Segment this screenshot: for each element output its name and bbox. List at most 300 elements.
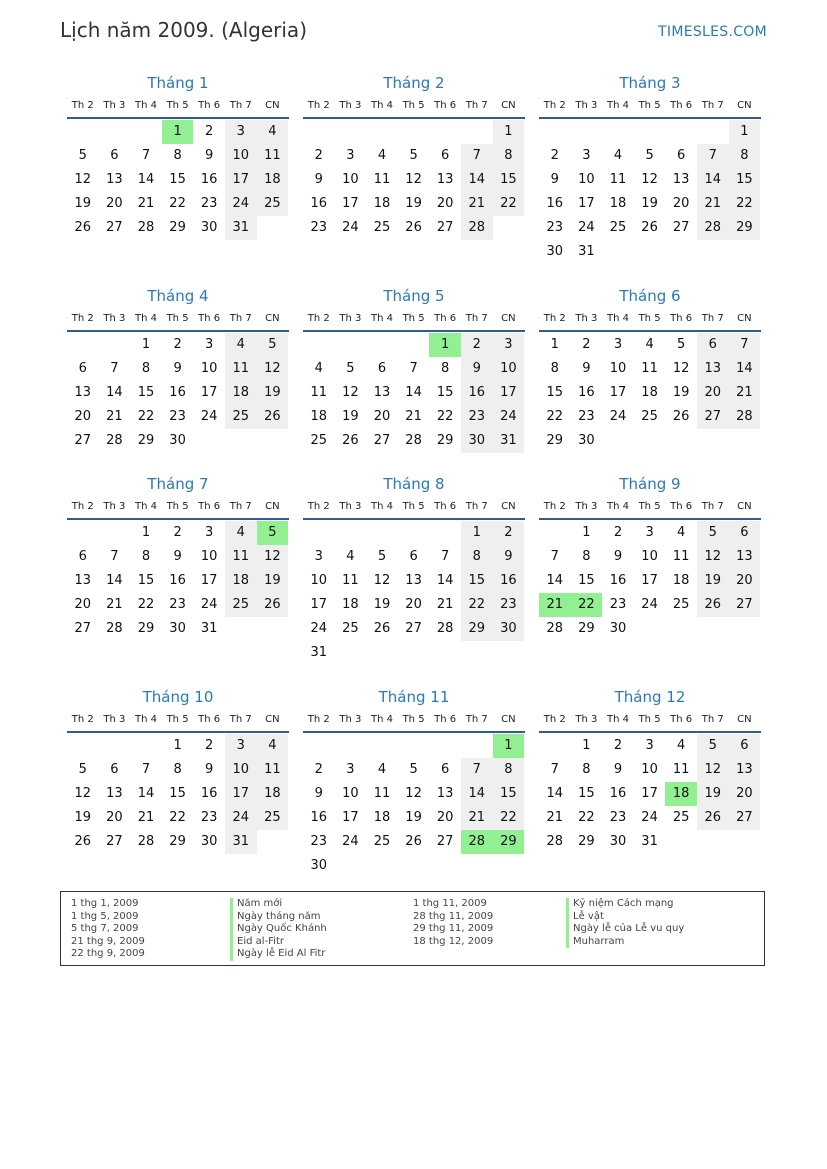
day-cell[interactable]: 30 — [493, 617, 525, 641]
day-cell[interactable]: 19 — [405, 810, 422, 825]
day-cell[interactable]: 22 — [461, 593, 493, 617]
day-cell[interactable]: 6 — [441, 148, 450, 163]
day-cell[interactable]: 8 — [173, 148, 182, 163]
day-cell[interactable]: 20 — [74, 409, 92, 424]
day-cell[interactable]: 4 — [257, 120, 289, 144]
day-cell[interactable]: 23 — [461, 405, 493, 429]
day-cell[interactable]: 1 — [141, 337, 151, 352]
day-cell[interactable]: 1 — [461, 521, 493, 545]
day-cell[interactable]: 27 — [672, 220, 690, 235]
day-cell[interactable]: 22 — [546, 409, 564, 424]
day-cell[interactable]: 15 — [729, 168, 761, 192]
day-cell[interactable]: 11 — [310, 385, 328, 400]
day-cell[interactable]: 27 — [729, 593, 761, 617]
day-cell[interactable]: 12 — [697, 758, 729, 782]
day-cell[interactable]: 11 — [225, 357, 257, 381]
day-cell[interactable]: 15 — [578, 786, 595, 801]
day-cell[interactable]: 15 — [546, 385, 564, 400]
day-cell[interactable]: 23 — [310, 834, 328, 849]
day-cell[interactable]: 30 — [609, 834, 627, 849]
day-cell[interactable]: 18 — [225, 381, 257, 405]
day-cell[interactable]: 27 — [373, 433, 391, 448]
day-cell[interactable]: 23 — [609, 597, 627, 612]
day-cell[interactable]: 30 — [169, 621, 186, 636]
day-cell[interactable]: 24 — [225, 192, 257, 216]
holiday-day-cell[interactable]: 28 — [461, 830, 493, 854]
day-cell[interactable]: 17 — [641, 786, 658, 801]
day-cell[interactable]: 7 — [729, 333, 761, 357]
day-cell[interactable]: 2 — [613, 525, 623, 540]
day-cell[interactable]: 5 — [409, 762, 418, 777]
day-cell[interactable]: 22 — [169, 810, 186, 825]
day-cell[interactable]: 13 — [74, 573, 92, 588]
day-cell[interactable]: 31 — [225, 830, 257, 854]
day-cell[interactable]: 26 — [74, 220, 92, 235]
day-cell[interactable]: 27 — [405, 621, 422, 636]
day-cell[interactable]: 6 — [78, 361, 87, 376]
day-cell[interactable]: 28 — [546, 621, 564, 636]
day-cell[interactable]: 12 — [405, 786, 422, 801]
day-cell[interactable]: 16 — [461, 381, 493, 405]
day-cell[interactable]: 11 — [342, 573, 359, 588]
day-cell[interactable]: 18 — [609, 196, 627, 211]
day-cell[interactable]: 3 — [582, 148, 591, 163]
day-cell[interactable]: 3 — [346, 148, 355, 163]
day-cell[interactable]: 8 — [729, 144, 761, 168]
day-cell[interactable]: 17 — [493, 381, 525, 405]
day-cell[interactable]: 16 — [169, 573, 186, 588]
day-cell[interactable]: 24 — [310, 621, 328, 636]
day-cell[interactable]: 26 — [697, 806, 729, 830]
day-cell[interactable]: 10 — [342, 786, 359, 801]
day-cell[interactable]: 12 — [641, 172, 658, 187]
day-cell[interactable]: 27 — [436, 220, 454, 235]
brand-link[interactable]: TIMESLES.COM — [658, 24, 767, 40]
day-cell[interactable]: 2 — [613, 738, 623, 753]
day-cell[interactable]: 25 — [342, 621, 359, 636]
day-cell[interactable]: 31 — [200, 621, 218, 636]
day-cell[interactable]: 28 — [106, 433, 123, 448]
day-cell[interactable]: 7 — [441, 549, 450, 564]
day-cell[interactable]: 13 — [106, 786, 123, 801]
day-cell[interactable]: 3 — [205, 337, 214, 352]
day-cell[interactable]: 2 — [173, 525, 182, 540]
day-cell[interactable]: 14 — [729, 357, 761, 381]
day-cell[interactable]: 4 — [314, 361, 323, 376]
day-cell[interactable]: 12 — [74, 786, 92, 801]
day-cell[interactable]: 14 — [106, 385, 123, 400]
day-cell[interactable]: 13 — [672, 172, 690, 187]
day-cell[interactable]: 13 — [436, 786, 454, 801]
day-cell[interactable]: 14 — [137, 786, 155, 801]
day-cell[interactable]: 14 — [697, 168, 729, 192]
day-cell[interactable]: 4 — [225, 521, 257, 545]
day-cell[interactable]: 19 — [342, 409, 359, 424]
day-cell[interactable]: 14 — [461, 168, 493, 192]
day-cell[interactable]: 4 — [225, 333, 257, 357]
day-cell[interactable]: 27 — [106, 220, 123, 235]
day-cell[interactable]: 13 — [405, 573, 422, 588]
day-cell[interactable]: 26 — [672, 409, 690, 424]
day-cell[interactable]: 30 — [578, 433, 595, 448]
day-cell[interactable]: 11 — [373, 786, 391, 801]
day-cell[interactable]: 17 — [225, 782, 257, 806]
day-cell[interactable]: 2 — [582, 337, 591, 352]
day-cell[interactable]: 9 — [314, 172, 323, 187]
day-cell[interactable]: 30 — [609, 621, 627, 636]
day-cell[interactable]: 1 — [550, 337, 559, 352]
day-cell[interactable]: 19 — [257, 569, 289, 593]
day-cell[interactable]: 10 — [641, 762, 658, 777]
day-cell[interactable]: 1 — [173, 738, 182, 753]
day-cell[interactable]: 9 — [461, 357, 493, 381]
day-cell[interactable]: 5 — [346, 361, 355, 376]
day-cell[interactable]: 23 — [493, 593, 525, 617]
day-cell[interactable]: 11 — [257, 144, 289, 168]
day-cell[interactable]: 12 — [373, 573, 391, 588]
day-cell[interactable]: 24 — [609, 409, 627, 424]
day-cell[interactable]: 2 — [205, 124, 214, 139]
day-cell[interactable]: 7 — [141, 148, 151, 163]
day-cell[interactable]: 12 — [74, 172, 92, 187]
day-cell[interactable]: 9 — [582, 361, 591, 376]
day-cell[interactable]: 20 — [697, 381, 729, 405]
day-cell[interactable]: 1 — [729, 120, 761, 144]
day-cell[interactable]: 20 — [74, 597, 92, 612]
day-cell[interactable]: 16 — [310, 196, 328, 211]
day-cell[interactable]: 30 — [169, 433, 186, 448]
day-cell[interactable]: 7 — [110, 549, 119, 564]
day-cell[interactable]: 21 — [729, 381, 761, 405]
day-cell[interactable]: 3 — [225, 120, 257, 144]
day-cell[interactable]: 17 — [310, 597, 328, 612]
day-cell[interactable]: 10 — [200, 549, 218, 564]
day-cell[interactable]: 26 — [342, 433, 359, 448]
day-cell[interactable]: 8 — [173, 762, 182, 777]
day-cell[interactable]: 15 — [493, 168, 525, 192]
day-cell[interactable]: 29 — [461, 617, 493, 641]
day-cell[interactable]: 12 — [697, 545, 729, 569]
day-cell[interactable]: 27 — [74, 621, 92, 636]
day-cell[interactable]: 18 — [373, 810, 391, 825]
day-cell[interactable]: 28 — [137, 220, 155, 235]
day-cell[interactable]: 31 — [493, 429, 525, 453]
day-cell[interactable]: 6 — [677, 148, 686, 163]
day-cell[interactable]: 23 — [200, 196, 218, 211]
day-cell[interactable]: 23 — [200, 810, 218, 825]
day-cell[interactable]: 14 — [436, 573, 454, 588]
day-cell[interactable]: 11 — [225, 545, 257, 569]
day-cell[interactable]: 6 — [409, 549, 418, 564]
day-cell[interactable]: 3 — [314, 549, 323, 564]
day-cell[interactable]: 15 — [578, 573, 595, 588]
day-cell[interactable]: 8 — [141, 549, 151, 564]
day-cell[interactable]: 29 — [729, 216, 761, 240]
day-cell[interactable]: 9 — [613, 762, 623, 777]
day-cell[interactable]: 28 — [546, 834, 564, 849]
day-cell[interactable]: 22 — [436, 409, 454, 424]
day-cell[interactable]: 28 — [137, 834, 155, 849]
day-cell[interactable]: 21 — [405, 409, 422, 424]
day-cell[interactable]: 8 — [582, 762, 591, 777]
day-cell[interactable]: 6 — [110, 148, 119, 163]
day-cell[interactable]: 3 — [225, 734, 257, 758]
day-cell[interactable]: 15 — [137, 385, 155, 400]
day-cell[interactable]: 19 — [697, 569, 729, 593]
day-cell[interactable]: 25 — [373, 220, 391, 235]
day-cell[interactable]: 23 — [169, 597, 186, 612]
day-cell[interactable]: 23 — [578, 409, 595, 424]
day-cell[interactable]: 18 — [672, 573, 690, 588]
day-cell[interactable]: 14 — [546, 786, 564, 801]
day-cell[interactable]: 7 — [461, 758, 493, 782]
day-cell[interactable]: 27 — [74, 433, 92, 448]
day-cell[interactable]: 19 — [74, 196, 92, 211]
day-cell[interactable]: 16 — [310, 810, 328, 825]
day-cell[interactable]: 24 — [641, 810, 658, 825]
day-cell[interactable]: 1 — [141, 525, 151, 540]
day-cell[interactable]: 27 — [106, 834, 123, 849]
day-cell[interactable]: 30 — [461, 429, 493, 453]
day-cell[interactable]: 20 — [106, 196, 123, 211]
day-cell[interactable]: 1 — [582, 525, 591, 540]
day-cell[interactable]: 20 — [729, 569, 761, 593]
day-cell[interactable]: 8 — [461, 545, 493, 569]
holiday-day-cell[interactable]: 1 — [429, 333, 461, 357]
day-cell[interactable]: 31 — [310, 645, 328, 660]
day-cell[interactable]: 23 — [310, 220, 328, 235]
day-cell[interactable]: 7 — [409, 361, 418, 376]
day-cell[interactable]: 26 — [641, 220, 658, 235]
day-cell[interactable]: 29 — [169, 834, 186, 849]
day-cell[interactable]: 12 — [257, 357, 289, 381]
day-cell[interactable]: 7 — [110, 361, 119, 376]
day-cell[interactable]: 14 — [137, 172, 155, 187]
day-cell[interactable]: 5 — [697, 734, 729, 758]
day-cell[interactable]: 20 — [436, 810, 454, 825]
day-cell[interactable]: 22 — [169, 196, 186, 211]
day-cell[interactable]: 18 — [257, 168, 289, 192]
day-cell[interactable]: 14 — [106, 573, 123, 588]
day-cell[interactable]: 19 — [74, 810, 92, 825]
day-cell[interactable]: 28 — [729, 405, 761, 429]
day-cell[interactable]: 25 — [609, 220, 627, 235]
holiday-day-cell[interactable]: 5 — [257, 521, 289, 545]
day-cell[interactable]: 5 — [645, 148, 654, 163]
day-cell[interactable]: 4 — [677, 738, 686, 753]
day-cell[interactable]: 10 — [342, 172, 359, 187]
day-cell[interactable]: 6 — [110, 762, 119, 777]
day-cell[interactable]: 29 — [578, 834, 595, 849]
day-cell[interactable]: 16 — [200, 786, 218, 801]
day-cell[interactable]: 30 — [200, 834, 218, 849]
day-cell[interactable]: 26 — [697, 593, 729, 617]
day-cell[interactable]: 2 — [314, 762, 323, 777]
day-cell[interactable]: 20 — [672, 196, 690, 211]
day-cell[interactable]: 11 — [257, 758, 289, 782]
day-cell[interactable]: 17 — [342, 196, 359, 211]
day-cell[interactable]: 26 — [373, 621, 391, 636]
day-cell[interactable]: 8 — [493, 144, 525, 168]
day-cell[interactable]: 7 — [461, 144, 493, 168]
day-cell[interactable]: 17 — [200, 573, 218, 588]
day-cell[interactable]: 12 — [342, 385, 359, 400]
day-cell[interactable]: 2 — [550, 148, 559, 163]
day-cell[interactable]: 24 — [200, 597, 218, 612]
day-cell[interactable]: 7 — [141, 762, 151, 777]
day-cell[interactable]: 25 — [257, 806, 289, 830]
day-cell[interactable]: 22 — [137, 597, 155, 612]
day-cell[interactable]: 26 — [405, 834, 422, 849]
day-cell[interactable]: 18 — [641, 385, 658, 400]
holiday-day-cell[interactable]: 18 — [665, 782, 697, 806]
day-cell[interactable]: 8 — [493, 758, 525, 782]
day-cell[interactable]: 5 — [677, 337, 686, 352]
day-cell[interactable]: 18 — [225, 569, 257, 593]
day-cell[interactable]: 6 — [697, 333, 729, 357]
day-cell[interactable]: 4 — [613, 148, 623, 163]
day-cell[interactable]: 21 — [137, 196, 155, 211]
day-cell[interactable]: 6 — [377, 361, 387, 376]
day-cell[interactable]: 24 — [225, 806, 257, 830]
day-cell[interactable]: 11 — [672, 762, 690, 777]
day-cell[interactable]: 16 — [200, 172, 218, 187]
day-cell[interactable]: 22 — [137, 409, 155, 424]
day-cell[interactable]: 19 — [257, 381, 289, 405]
day-cell[interactable]: 27 — [436, 834, 454, 849]
day-cell[interactable]: 28 — [461, 216, 493, 240]
day-cell[interactable]: 3 — [645, 525, 654, 540]
day-cell[interactable]: 9 — [550, 172, 559, 187]
day-cell[interactable]: 3 — [493, 333, 525, 357]
day-cell[interactable]: 6 — [78, 549, 87, 564]
day-cell[interactable]: 27 — [729, 806, 761, 830]
day-cell[interactable]: 14 — [546, 573, 564, 588]
day-cell[interactable]: 29 — [546, 433, 564, 448]
day-cell[interactable]: 9 — [205, 762, 214, 777]
day-cell[interactable]: 26 — [405, 220, 422, 235]
day-cell[interactable]: 8 — [441, 361, 450, 376]
day-cell[interactable]: 2 — [461, 333, 493, 357]
day-cell[interactable]: 28 — [106, 621, 123, 636]
day-cell[interactable]: 16 — [609, 573, 627, 588]
day-cell[interactable]: 3 — [613, 337, 623, 352]
day-cell[interactable]: 9 — [173, 361, 182, 376]
day-cell[interactable]: 15 — [137, 573, 155, 588]
day-cell[interactable]: 4 — [346, 549, 355, 564]
day-cell[interactable]: 12 — [405, 172, 422, 187]
day-cell[interactable]: 5 — [697, 521, 729, 545]
day-cell[interactable]: 24 — [641, 597, 658, 612]
day-cell[interactable]: 11 — [641, 361, 658, 376]
day-cell[interactable]: 13 — [729, 758, 761, 782]
day-cell[interactable]: 7 — [550, 762, 559, 777]
day-cell[interactable]: 2 — [205, 738, 214, 753]
day-cell[interactable]: 25 — [257, 192, 289, 216]
day-cell[interactable]: 20 — [106, 810, 123, 825]
day-cell[interactable]: 8 — [550, 361, 559, 376]
day-cell[interactable]: 21 — [461, 192, 493, 216]
day-cell[interactable]: 27 — [697, 405, 729, 429]
day-cell[interactable]: 5 — [78, 762, 87, 777]
day-cell[interactable]: 8 — [141, 361, 151, 376]
day-cell[interactable]: 25 — [225, 405, 257, 429]
day-cell[interactable]: 17 — [225, 168, 257, 192]
day-cell[interactable]: 24 — [578, 220, 595, 235]
day-cell[interactable]: 9 — [205, 148, 214, 163]
day-cell[interactable]: 17 — [609, 385, 627, 400]
day-cell[interactable]: 30 — [310, 858, 328, 873]
day-cell[interactable]: 21 — [106, 409, 123, 424]
day-cell[interactable]: 22 — [578, 810, 595, 825]
day-cell[interactable]: 17 — [578, 196, 595, 211]
day-cell[interactable]: 17 — [342, 810, 359, 825]
day-cell[interactable]: 14 — [405, 385, 422, 400]
day-cell[interactable]: 4 — [377, 762, 387, 777]
day-cell[interactable]: 25 — [310, 433, 328, 448]
day-cell[interactable]: 29 — [137, 433, 155, 448]
day-cell[interactable]: 24 — [342, 834, 359, 849]
day-cell[interactable]: 15 — [461, 569, 493, 593]
day-cell[interactable]: 19 — [672, 385, 690, 400]
day-cell[interactable]: 19 — [373, 597, 391, 612]
day-cell[interactable]: 26 — [257, 405, 289, 429]
day-cell[interactable]: 16 — [169, 385, 186, 400]
day-cell[interactable]: 19 — [697, 782, 729, 806]
day-cell[interactable]: 19 — [405, 196, 422, 211]
day-cell[interactable]: 3 — [346, 762, 355, 777]
day-cell[interactable]: 9 — [493, 545, 525, 569]
day-cell[interactable]: 5 — [377, 549, 387, 564]
day-cell[interactable]: 13 — [697, 357, 729, 381]
day-cell[interactable]: 31 — [225, 216, 257, 240]
day-cell[interactable]: 23 — [546, 220, 564, 235]
day-cell[interactable]: 25 — [225, 593, 257, 617]
day-cell[interactable]: 16 — [493, 569, 525, 593]
day-cell[interactable]: 28 — [697, 216, 729, 240]
day-cell[interactable]: 30 — [546, 244, 564, 259]
day-cell[interactable]: 29 — [578, 621, 595, 636]
day-cell[interactable]: 15 — [436, 385, 454, 400]
day-cell[interactable]: 18 — [342, 597, 359, 612]
day-cell[interactable]: 5 — [257, 333, 289, 357]
day-cell[interactable]: 20 — [373, 409, 391, 424]
holiday-day-cell[interactable]: 21 — [539, 593, 571, 617]
day-cell[interactable]: 10 — [641, 549, 658, 564]
day-cell[interactable]: 21 — [436, 597, 454, 612]
day-cell[interactable]: 15 — [169, 786, 186, 801]
day-cell[interactable]: 3 — [645, 738, 654, 753]
holiday-day-cell[interactable]: 29 — [493, 830, 525, 854]
day-cell[interactable]: 25 — [373, 834, 391, 849]
day-cell[interactable]: 4 — [677, 525, 686, 540]
holiday-day-cell[interactable]: 1 — [162, 120, 194, 144]
day-cell[interactable]: 16 — [546, 196, 564, 211]
day-cell[interactable]: 6 — [729, 734, 761, 758]
day-cell[interactable]: 18 — [373, 196, 391, 211]
day-cell[interactable]: 12 — [257, 545, 289, 569]
day-cell[interactable]: 5 — [409, 148, 418, 163]
day-cell[interactable]: 10 — [493, 357, 525, 381]
day-cell[interactable]: 26 — [74, 834, 92, 849]
day-cell[interactable]: 22 — [493, 806, 525, 830]
day-cell[interactable]: 26 — [257, 593, 289, 617]
day-cell[interactable]: 9 — [314, 786, 323, 801]
day-cell[interactable]: 20 — [729, 782, 761, 806]
day-cell[interactable]: 2 — [493, 521, 525, 545]
day-cell[interactable]: 13 — [106, 172, 123, 187]
day-cell[interactable]: 10 — [310, 573, 328, 588]
